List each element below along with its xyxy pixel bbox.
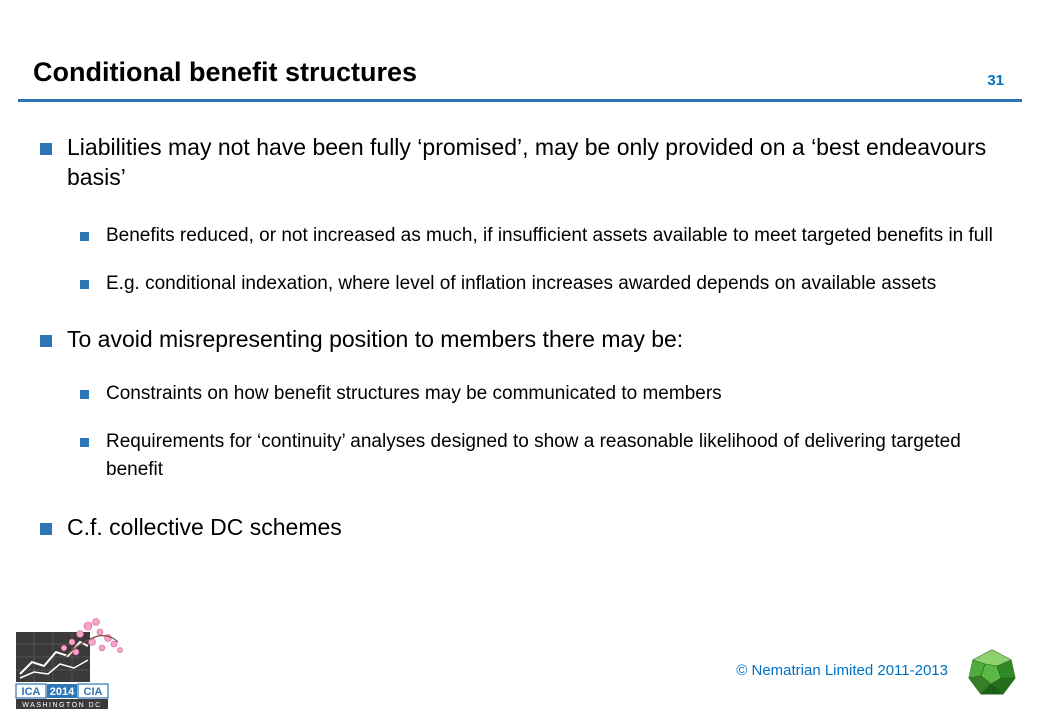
square-bullet-icon <box>80 438 89 447</box>
title-divider <box>18 99 1022 102</box>
page-number: 31 <box>987 72 1004 89</box>
ica-2014-logo <box>14 612 126 712</box>
square-bullet-icon <box>80 232 89 241</box>
bullet-item <box>36 512 996 542</box>
sub-bullet-text: Constraints on how benefit structures may be communicated to members <box>106 383 722 404</box>
bullet-item <box>36 132 996 192</box>
green-geodesic-sphere-icon <box>967 648 1017 698</box>
sub-bullet-item <box>36 380 996 408</box>
copyright-text: © Nematrian Limited 2011-2013 <box>736 662 948 679</box>
logo-cia-text: CIA <box>83 686 103 698</box>
sub-bullet-text: Benefits reduced, or not increased as much, if insufficient assets available to meet targeted benefits in full <box>106 225 993 246</box>
sub-bullet-text: E.g. conditional indexation, where level of inflation increases awarded depends on available assets <box>106 273 937 294</box>
sub-bullet-item <box>36 428 996 484</box>
square-bullet-icon <box>40 335 52 347</box>
sub-bullet-text: Requirements for ‘continuity’ analyses designed to show a reasonable likelihood of delivering targeted benefit <box>106 431 961 480</box>
square-bullet-icon <box>40 523 52 535</box>
bullet-list <box>36 132 996 542</box>
sub-bullet-item <box>36 222 996 250</box>
bullet-text: Liabilities may not have been fully ‘promised’, may be only provided on a ‘best endeavours basis’ <box>67 134 987 190</box>
sub-bullet-item <box>36 270 996 298</box>
square-bullet-icon <box>40 143 52 155</box>
slide-title: Conditional benefit structures <box>33 57 418 87</box>
bullet-text: C.f. collective DC schemes <box>67 514 342 540</box>
bullet-text: To avoid misrepresenting position to members there may be: <box>67 326 684 352</box>
square-bullet-icon <box>80 390 89 399</box>
logo-year-text: 2014 <box>49 686 75 698</box>
square-bullet-icon <box>80 280 89 289</box>
logo-ica-text: ICA <box>21 686 41 698</box>
logo-city-text: WASHINGTON DC <box>22 702 102 709</box>
bullet-item <box>36 324 996 354</box>
